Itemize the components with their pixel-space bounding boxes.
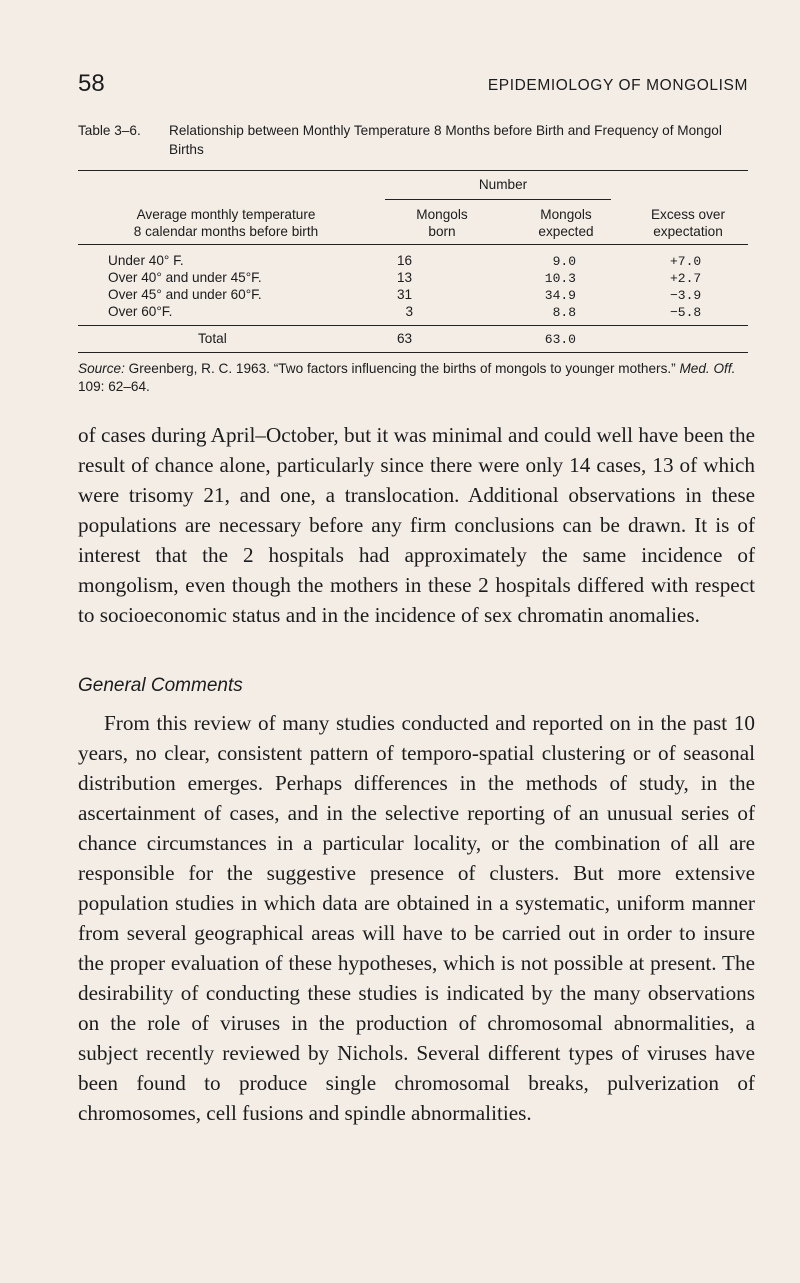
- col-header-excess-2: expectation: [653, 224, 723, 239]
- row-excess: +7.0: [670, 254, 702, 269]
- body-paragraph-1: of cases during April–October, but it was minimal and could well have been the result of chance alone, particularly since there were only 14 cases, 13 of which were trisomy 21, and one, a translocation. Additional observations in these populations are necessary before any firm conclusions can be drawn. It is of interest that the 2 hospitals had approximately the same incidence of mongolism, even though the mothers in these 2 hospitals differed with respect to socioeconomic status and in the incidence of sex chromatin anomalies.: [78, 423, 755, 627]
- row-label: Over 45° and under 60°F.: [108, 287, 262, 302]
- row-born: 31: [397, 287, 413, 302]
- row-born: 13: [397, 270, 413, 285]
- page-number: 58: [78, 70, 105, 97]
- row-excess: −3.9: [670, 288, 702, 303]
- source-citation: Greenberg, R. C. 1963. “Two factors influencing the births of mongols to younger mothers.”: [128, 361, 676, 376]
- total-born: 63: [397, 331, 413, 346]
- row-born: 16: [397, 253, 413, 268]
- row-expected: 34.9: [544, 288, 576, 303]
- row-excess: −5.8: [670, 305, 702, 320]
- section-heading: General Comments: [78, 675, 243, 696]
- col-header-temperature-2: 8 calendar months before birth: [133, 224, 319, 239]
- row-label: Over 40° and under 45°F.: [108, 270, 262, 285]
- total-label: Total: [198, 331, 227, 346]
- row-expected: 9.0: [552, 254, 576, 269]
- group-header-number: Number: [478, 177, 528, 192]
- row-born: 3: [405, 304, 413, 319]
- row-label: Over 60°F.: [108, 304, 173, 319]
- body-paragraph-2: From this review of many studies conducted and reported on in the past 10 years, no clear, consistent pattern of temporo-spatial clustering or of seasonal distribution emerges. Perhaps differences in the methods of study, in the ascertainment of cases, and in the selective reporting of an unusual series of chance circumstances in a particular locality, or the combination of all are responsible for the suggestive presence of clusters. But more extensive population studies in which data are obtained in a systematic, uniform manner from several geographical areas will have to be carried out in order to insure the proper evaluation of these hypotheses, which is not possible at present. The desirability of conducting these studies is indicated by the many observations on the role of viruses in the production of chromosomal abnormalities, a subject recently reviewed by Nichols. Several different types of viruses have been found to produce single chromosomal breaks, pulverization of chromosomes, cell fusions and spindle abnormalities.: [78, 711, 755, 1125]
- source-journal: Med. Off.: [679, 361, 736, 376]
- table-caption-text: Relationship between Monthly Temperature 8 Months before Birth and Frequency of Mongol Births: [169, 123, 722, 157]
- source-pages: 109: 62–64.: [78, 379, 150, 394]
- source-label: Source:: [78, 361, 125, 376]
- col-header-excess-1: Excess over: [650, 207, 726, 222]
- table-source-note: [78, 360, 748, 396]
- col-header-expected-2: expected: [538, 224, 594, 239]
- total-expected: 63.0: [544, 332, 576, 347]
- row-expected: 10.3: [544, 271, 576, 286]
- col-header-born-2: born: [428, 224, 456, 239]
- row-label: Under 40° F.: [108, 253, 184, 268]
- running-head: EPIDEMIOLOGY OF MONGOLISM: [487, 77, 748, 94]
- col-header-born-1: Mongols: [416, 207, 468, 222]
- col-header-expected-1: Mongols: [540, 207, 592, 222]
- col-header-temperature-1: Average monthly temperature: [136, 207, 316, 222]
- table-label: Table 3–6.: [78, 123, 141, 138]
- data-table: [78, 0, 748, 360]
- row-expected: 8.8: [552, 305, 576, 320]
- row-excess: +2.7: [670, 271, 702, 286]
